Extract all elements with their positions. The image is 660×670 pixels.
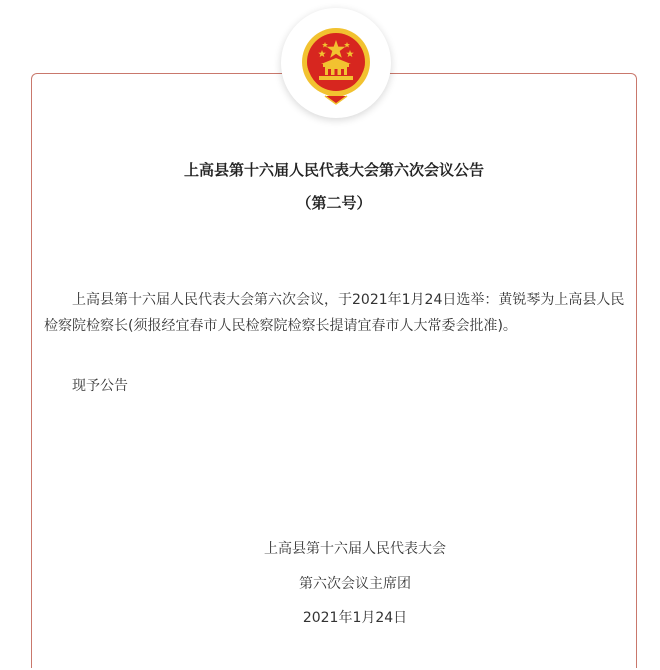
notice-number: （第二号） [296,194,372,212]
notice-paragraph-1: 上高县第十六届人民代表大会第六次会议，于2021年1月24日选举：黄锐琴为上高县人民检察院检察长(须报经宜春市人民检察院检察长提请宜春市人大常委会批准)。 [44,292,625,334]
signature-issuer: 上高县第十六届人民代表大会 [264,541,446,557]
emblem-badge [281,8,391,118]
signature-date: 2021年1月24日 [302,610,408,626]
notice-title: 上高县第十六届人民代表大会第六次会议公告 [183,161,484,179]
signature-body: 第六次会议主席团 [299,576,411,592]
national-emblem-icon [291,18,381,108]
notice-paragraph-2: 现予公告 [72,378,128,394]
